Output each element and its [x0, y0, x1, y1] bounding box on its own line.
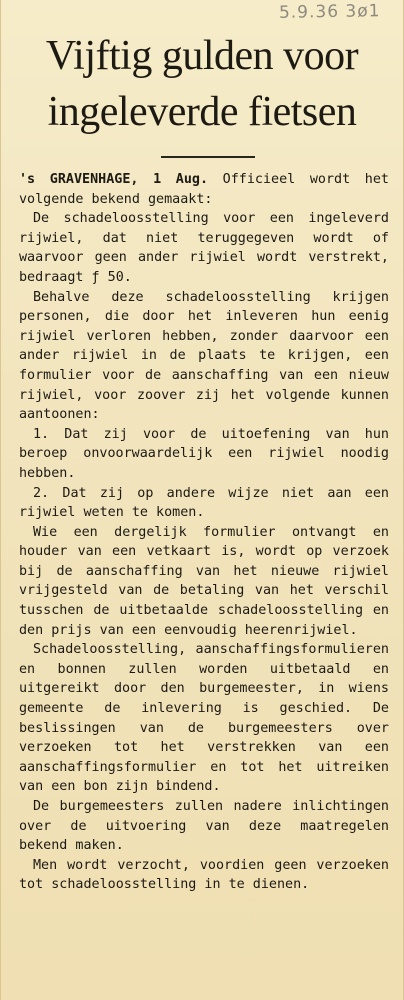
pencil-annotation: 5.9.36 3ø1 [279, 1, 382, 23]
paragraph-1-text: Officieel wordt het volgende bekend gemaakt: [19, 172, 389, 207]
article-paragraph-4: 1. Dat zij voor de uitoefening van hun beroep onvoorwaardelijk een rijwiel noodig hebben. [19, 426, 389, 481]
headline [1, 28, 403, 140]
article-paragraph-5: 2. Dat zij op andere wijze niet aan een rijwiel weten te komen. [19, 485, 389, 521]
headline-divider [161, 156, 255, 158]
article-paragraph-3: Behalve deze schadeloosstelling krijgen personen, die door het inleveren hun eenig rijwiel verloren hebben, zonder daarvoor een ander rijwiel in de plaats te krijgen, een formulier voor de aanschaffing van een nieuw rijwiel, voor zoover zij het volgende kunnen aantoonen: [19, 289, 389, 423]
article-paragraph-1 [19, 170, 389, 209]
article-paragraph-7: Schadeloosstelling, aanschaffingsformulieren en bonnen zullen worden uitbetaald en uitgereikt door den burgemeester, in wiens gemeente de inlevering is geschied. De beslissingen van de burgemeesters over verzoeken tot het verstrekken van een aanschaffingsformulier en tot het uitreiken van een bon zijn bindend. [19, 642, 389, 795]
headline-line-2: ingeleverde fietsen [47, 89, 357, 135]
article-paragraph-2: De schadeloosstelling voor een ingeleverd rijwiel, dat niet teruggegeven wordt of waarvoor geen ander rijwiel wordt verstrekt, bedraagt ƒ 50. [19, 211, 389, 285]
article-paragraph-9: Men wordt verzocht, voordien geen verzoeken tot schadeloosstelling in te dienen. [19, 857, 389, 893]
headline-line-1: Vijftig gulden voor [45, 33, 359, 79]
article-paragraph-6: Wie een dergelijk formulier ontvangt en houder van een vetkaart is, wordt op verzoek bij de aanschaffing van het nieuwe rijwiel vrijgesteld van de betaling van het verschil tusschen de uitbetaalde schadeloosstelling en den prijs van een eenvoudig heerenrijwiel. [19, 524, 389, 638]
article-paragraph-8: De burgemeesters zullen nadere inlichtingen over de uitvoering van deze maatregelen bekend maken. [19, 799, 389, 854]
article-body [19, 170, 389, 895]
dateline: 's GRAVENHAGE, 1 Aug. [19, 172, 209, 187]
